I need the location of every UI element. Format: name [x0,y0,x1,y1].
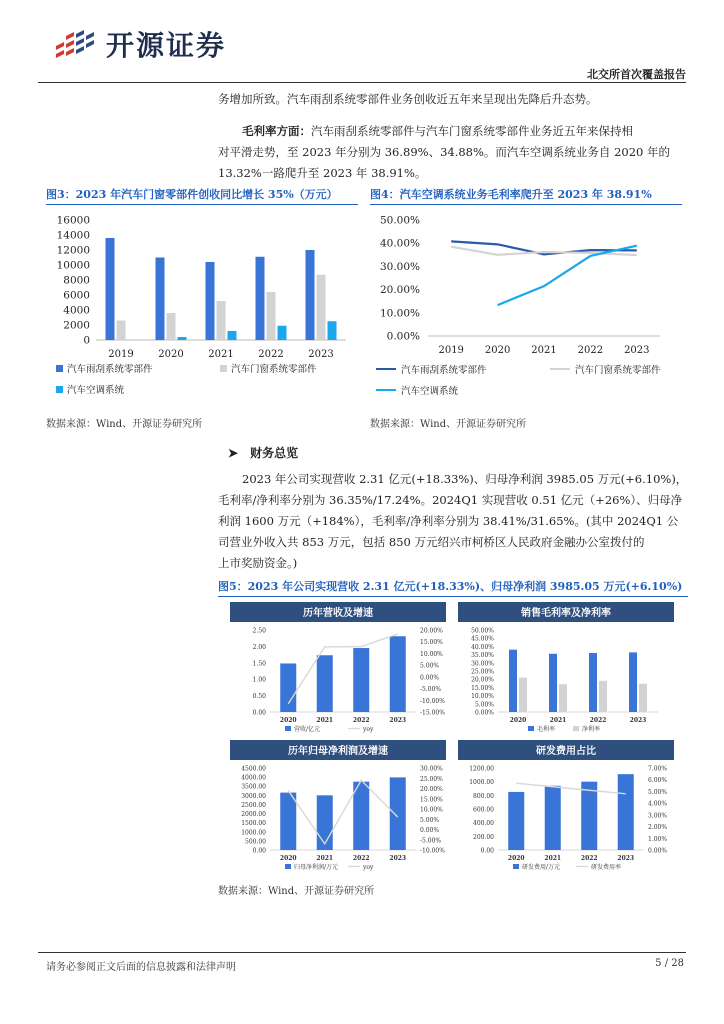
legend-label: 汽车空调系统 [67,385,125,396]
bar-1 [549,654,557,712]
bar-2 [639,684,647,712]
y-tick-label: 0.00% [474,709,494,717]
legend-label: 汽车空调系统 [401,386,459,397]
line-series [288,634,398,704]
y-tick-label: 14000 [56,229,90,242]
fig4-chart [370,208,690,408]
para3-line3: 利润 1600 万元（+184%），毛利率/净利率分别为 38.41%/31.65%。(其中 2024Q1 公 [218,514,679,528]
bar-3 [328,321,337,340]
bar-1 [509,650,517,712]
y-tick-label: 40.00% [379,237,420,250]
panel-1 [230,602,446,733]
y-tick-label: 10.00% [379,307,420,320]
legend-label: yoy [363,864,374,871]
panel-title: 研发费用占比 [536,746,596,757]
x-tick-label: 2021 [316,717,334,724]
y-tick-label: 35.00% [471,652,494,660]
y-tick-label: 0 [83,334,90,347]
x-tick-label: 2022 [589,717,607,724]
y2-tick-label: 15.00% [420,796,443,804]
legend-swatch [56,386,63,393]
legend-label: 汽车门窗系统零部件 [575,365,661,376]
bar-3 [228,331,237,340]
para3-line1: 2023 年公司实现营收 2.31 亿元(+18.33%)、归母净利润 3985.05 万元(+6.10%)， [242,472,688,486]
x-tick-label: 2021 [316,855,334,862]
y2-tick-label: 7.00% [648,765,668,773]
para3-line2: 毛利率/净利率分别为 36.35%/17.24%。2024Q1 实现营收 0.51 亿元（+26%）、归母净 [218,493,683,507]
panel-title: 历年营收及增速 [303,608,373,619]
bar-2 [317,275,326,340]
fig5-title-rule [218,596,688,597]
x-tick-label: 2021 [544,855,562,862]
legend-label: 研发费用/万元 [522,864,561,871]
y-tick-label: 2000 [63,319,90,332]
bar-2 [217,301,226,340]
bar [280,663,296,712]
x-tick-label: 2022 [352,855,370,862]
para2-line2: 对平滑走势，至 2023 年分别为 36.89%、34.88%。而汽车空调系统业务自 2020 年的 [218,145,671,159]
y-tick-label: 10.00% [471,693,494,701]
y-tick-label: 4000 [63,304,90,317]
logo-icon [52,24,96,64]
page-number: 5 / 28 [655,958,684,969]
x-tick-label: 2022 [580,855,598,862]
section-bullet-icon: ➤ [228,446,239,460]
bar [581,782,597,850]
y2-tick-label: 3.00% [648,812,668,820]
fig5-title: 图5：2023 年公司实现营收 2.31 亿元(+18.33%)、归母净利润 3985.05 万元(+6.10%) [218,580,683,593]
y-tick-label: 6000 [63,289,90,302]
bar-2 [559,684,567,712]
bar [280,793,296,850]
y2-tick-label: 20.00% [420,627,443,635]
x-tick-label: 2021 [531,345,557,356]
para3-line4: 司营业外收入共 853 万元，包括 850 万元绍兴市柯桥区人民政府金融办公室拨付的 [218,535,645,549]
panel-4 [458,740,674,871]
y-tick-label: 45.00% [471,635,494,643]
y-tick-label: 600.00 [473,806,494,814]
panel-2 [458,602,674,733]
y2-tick-label: -15.00% [420,709,445,717]
footer-disclaimer: 请务必参阅正文后面的信息披露和法律声明 [46,962,236,973]
y-tick-label: 4000.00 [241,774,266,782]
y2-tick-label: 0.00% [420,827,440,834]
x-tick-label: 2020 [158,349,184,360]
para2-line1: 汽车雨刮系统零部件与汽车门窗系统零部件业务近五年来保持相 [311,124,633,138]
y-tick-label: 0.00 [252,847,266,855]
y2-tick-label: 5.00% [648,788,668,796]
y-tick-label: 1500.00 [241,820,266,828]
legend-label: 汽车雨刮系统零部件 [67,364,153,375]
x-tick-label: 2019 [438,345,464,356]
y-tick-label: 16000 [56,214,90,227]
y2-tick-label: 5.00% [420,662,440,670]
legend-swatch [285,726,291,731]
footer-divider [38,952,686,953]
legend-swatch [220,365,227,372]
y2-tick-label: 0.00% [648,847,668,855]
y-tick-label: 40.00% [471,643,494,651]
y2-tick-label: 1.00% [648,835,668,843]
legend-label: 毛利率 [537,726,556,733]
y-tick-label: 3500.00 [241,783,266,791]
y-tick-label: 1200.00 [469,765,494,773]
legend-label: 汽车门窗系统零部件 [231,364,317,375]
x-tick-label: 2023 [389,855,407,862]
y-tick-label: 1.00 [252,676,266,684]
bar [390,777,406,850]
legend-label: 净利率 [582,726,601,733]
paragraph-1: 务增加所致。汽车雨刮系统零部件业务创收近五年来呈现出先降后升态势。 [218,92,598,106]
y-tick-label: 12000 [56,244,90,257]
legend-label: 营收/亿元 [294,726,321,733]
y-tick-label: 4500.00 [241,765,266,773]
x-tick-label: 2022 [577,345,604,356]
panel-title: 历年归母净利润及增速 [288,746,388,757]
x-tick-label: 2020 [279,855,297,862]
line-series [516,783,626,794]
bar-2 [599,681,607,712]
legend-swatch [513,864,519,869]
x-tick-label: 2020 [279,717,297,724]
y-tick-label: 30.00% [379,260,420,273]
fig3-source: 数据来源：Wind、开源证券研究所 [46,419,203,430]
panel-title: 销售毛利率及净利率 [521,608,611,619]
y-tick-label: 3000.00 [241,792,266,800]
fig4-title-rule [370,204,682,205]
y-tick-label: 0.50 [252,693,266,701]
legend-swatch [285,864,291,869]
paragraph-3 [218,469,688,574]
fig4-title: 图4：汽车空调系统业务毛利率爬升至 2023 年 38.91% [370,188,652,201]
x-tick-label: 2021 [208,349,234,360]
legend-label: 汽车雨刮系统零部件 [401,365,487,376]
report-type: 北交所首次覆盖报告 [587,68,686,81]
x-tick-label: 2020 [507,855,525,862]
y2-tick-label: 10.00% [420,650,443,658]
bar [618,774,634,850]
bar [545,786,561,850]
x-tick-label: 2022 [352,717,370,724]
y-tick-label: 2000.00 [241,811,266,819]
y-tick-label: 1000.00 [469,779,494,787]
legend-swatch [573,726,579,731]
fig5-chart-grid [218,600,688,878]
y-tick-label: 25.00% [471,668,494,676]
x-tick-label: 2020 [484,345,511,356]
x-tick-label: 2022 [258,349,284,360]
x-tick-label: 2021 [549,717,567,724]
header-divider [38,82,686,83]
para2-line3: 13.32%一路爬升至 2023 年 38.91%。 [218,166,427,180]
y-tick-label: 0.00% [386,330,420,343]
bar-3 [178,337,187,340]
legend-label: 研发费用率 [591,864,622,871]
bar-1 [306,250,315,340]
legend-swatch [528,726,534,731]
y-tick-label: 200.00 [473,833,494,841]
y2-tick-label: 30.00% [420,765,443,773]
y2-tick-label: -5.00% [420,837,442,845]
bar [353,648,369,712]
fig4-source: 数据来源：Wind、开源证券研究所 [370,419,527,430]
y2-tick-label: 2.00% [648,824,668,832]
y2-tick-label: 0.00% [420,674,440,682]
bar-2 [267,292,276,340]
y-tick-label: 50.00% [379,214,420,227]
y-tick-label: 0.00 [252,709,266,717]
y-tick-label: 400.00 [473,820,494,828]
bar-1 [156,258,165,341]
legend-label: yoy [363,726,374,733]
x-tick-label: 2023 [629,717,647,724]
y2-tick-label: 4.00% [648,800,668,808]
y-tick-label: 0.00 [480,847,494,855]
x-tick-label: 2023 [308,349,334,360]
y2-tick-label: 25.00% [420,775,443,783]
x-tick-label: 2023 [624,345,650,356]
legend-swatch [56,365,63,372]
panel-3 [230,740,446,871]
bar-1 [589,653,597,712]
bar [508,792,524,850]
legend-label: 归母净利润/万元 [294,864,339,871]
bar [390,636,406,712]
y2-tick-label: 10.00% [420,806,443,814]
fig3-title: 图3：2023 年汽车门窗零部件创收同比增长 35%（万元） [46,188,338,201]
y-tick-label: 20.00% [379,284,420,297]
fig3-chart [46,208,366,408]
x-tick-label: 2019 [108,349,134,360]
y2-tick-label: 15.00% [420,639,443,647]
para3-line5: 上市奖励资金。) [218,556,298,570]
x-tick-label: 2023 [389,717,407,724]
bar [317,795,333,850]
bar-3 [278,326,287,340]
y-tick-label: 2.50 [252,627,266,635]
bar-2 [167,313,176,340]
y-tick-label: 15.00% [471,684,494,692]
bar-1 [106,238,115,340]
bar-2 [519,678,527,712]
brand-name: 开源证券 [106,29,227,62]
bar-1 [256,257,265,340]
y-tick-label: 500.00 [245,838,266,846]
bar [317,655,333,712]
fig3-title-rule [46,204,358,205]
y-tick-label: 2.00 [252,643,266,651]
para2-lead: 毛利率方面： [242,124,311,138]
y-tick-label: 50.00% [471,627,494,635]
y-tick-label: 1000.00 [241,829,266,837]
y-tick-label: 1.50 [252,660,266,668]
bar-1 [629,652,637,712]
bar-2 [117,321,126,341]
y2-tick-label: 6.00% [648,777,668,785]
y-tick-label: 20.00% [471,676,494,684]
y2-tick-label: -10.00% [420,847,445,855]
paragraph-2 [218,121,688,184]
x-tick-label: 2020 [509,717,527,724]
section-title: 财务总览 [250,446,299,460]
y-tick-label: 800.00 [473,792,494,800]
bar [353,782,369,850]
fig5-source: 数据来源：Wind、开源证券研究所 [218,886,375,897]
y-tick-label: 30.00% [471,660,494,668]
section-heading [228,444,298,461]
y-tick-label: 5.00% [474,701,494,709]
y2-tick-label: -5.00% [420,686,442,694]
bar-1 [206,262,215,340]
y-tick-label: 10000 [56,259,90,272]
y2-tick-label: 5.00% [420,816,440,824]
y-tick-label: 8000 [63,274,90,287]
x-tick-label: 2023 [617,855,635,862]
y2-tick-label: -10.00% [420,697,445,705]
y2-tick-label: 20.00% [420,786,443,793]
line-series [288,780,398,844]
y-tick-label: 2500.00 [241,801,266,809]
